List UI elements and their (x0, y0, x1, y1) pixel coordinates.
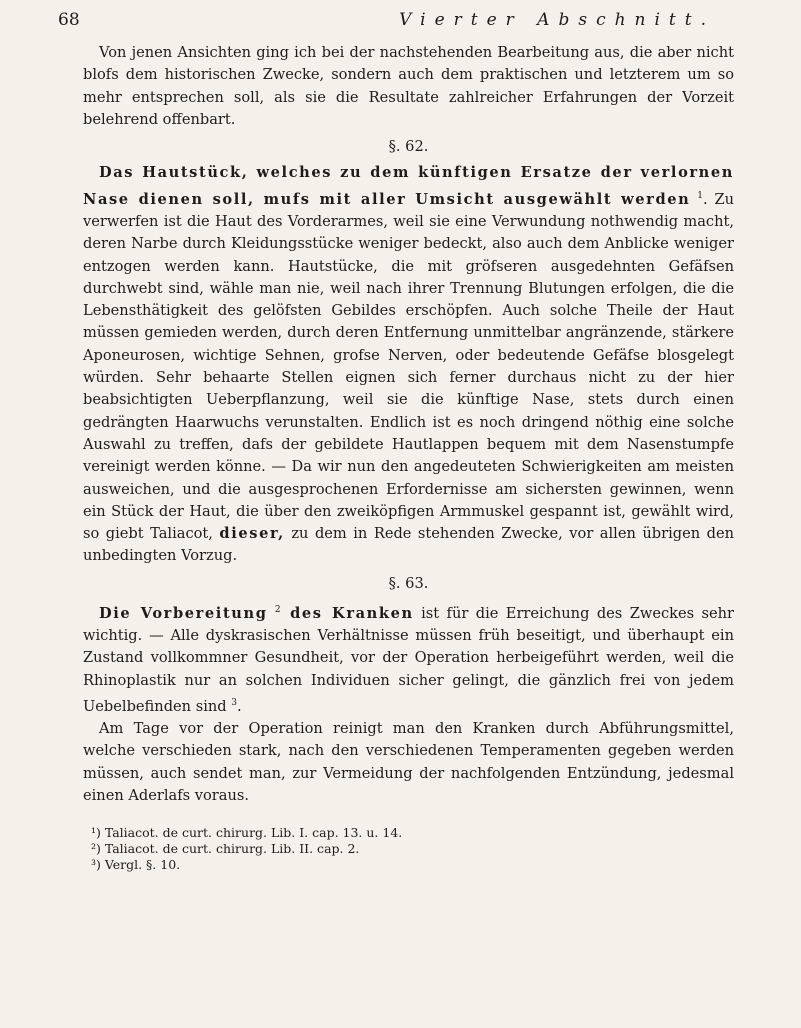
paragraph-operation: Am Tage vor der Operation reinigt man den Kranken durch Abführungsmittel, welche verschieden stark, nach den verschiedenen Temperamenten gegeben werden müssen, auch sendet man, zur Vermeidung der nachfolgenden Entzündung, jedesmal einen Aderlafs voraus. (83, 720, 734, 805)
footnote-3: ³) Vergl. §. 10. (91, 857, 181, 873)
emphasis-kranken: des Kranken (280, 604, 414, 622)
footnote-ref-2: 2 (274, 604, 281, 615)
footnote-ref: 1 (697, 190, 703, 201)
emphasis-lead: Das Hautstück, welches zu dem künftigen Ersatze der verlornen Nase dienen soll, mufs mit aller Umsicht ausgewählt werden (83, 164, 734, 208)
page-number: 68 (58, 10, 80, 30)
paragraph-intro: Von jenen Ansichten ging ich bei der nachstehenden Bearbeitung aus, die aber nicht blofs dem historischen Zwecke, sondern auch dem praktischen und letzterem um so mehr entsprechen soll, als sie die Resultate zahlreicher Erfahrungen der Vorzeit belehrend offenbart. (83, 44, 734, 128)
body-text (83, 42, 734, 873)
paragraph-text-2: ist für die Erreichung des Zweckes sehr wichtig. — Alle dyskrasischen Verhältnisse müssen früh beseitigt, und überhaupt ein Zustand vollkommner Gesundheit, vor der Operation herbeigeführt werden, weil die Rhinoplastik nur an solchen Individuen sicher gelingt, die gänzlich frei von jedem Uebelbefinden sind (83, 604, 735, 715)
paragraph-text-2-end: . (236, 697, 242, 715)
section-heading-62: §. 62. (388, 138, 429, 156)
paragraph-vorbereitung (83, 599, 734, 718)
footnote-2: ²) Taliacot. de curt. chirurg. Lib. II. cap. 2. (91, 841, 360, 857)
emphasis-dieser: dieser, (219, 525, 285, 543)
paragraph-text-end: zu dem in Rede stehenden Zwecke, vor allen übrigen den unbedingten Vorzug. (83, 525, 734, 565)
footnote-1: ¹) Taliacot. de curt. chirurg. Lib. I. cap. 13. u. 14. (91, 825, 403, 841)
page-header (58, 10, 741, 30)
paragraph-hautstueck (83, 162, 734, 567)
running-head: Vierter Abschnitt. (399, 10, 715, 30)
emphasis-lead-2: Die Vorbereitung (99, 604, 268, 622)
footnotes (83, 825, 734, 873)
section-heading-63: §. 63. (388, 574, 429, 592)
footnote-ref-3: 3 (231, 698, 237, 709)
paragraph-text: . Zu verwerfen ist die Haut des Vorderarmes, weil sie eine Verwundung nothwendig macht, deren Narbe durch Kleidungsstücke weniger bedeckt, also auch dem Anblicke weniger entzogen werden kann. Hautstücke, die mit gröfseren ausgedehnten Gefäfsen durchwebt sind, wähle man nie, weil nach ihrer Trennung Blutungen erfolgen, die die Lebensthätigkeit des gelöfsten Gebildes erschöpfen. Auch solche Theile der Haut müssen gemieden werden, durch deren Entfernung unmittelbar angränzende, stärkere Aponeurosen, wichtige Sehnen, grofse Nerven, oder bedeutende Gefäfse blosgelegt würden. Sehr behaarte Stellen eignen sich ferner durchaus nicht zu der hier beabsichtigten Ueberpflanzung, weil sie die künftige Nase, stets durch einen gedrängten Haarwuchs verunstalten. Endlich ist es noch dringend nöthig eine solche Auswahl zu treffen, dafs der gebildete Hautlappen bequem mit dem Nasenstumpfe vereinigt werden könne. — Da wir nun den angedeuteten Schwierigkeiten am meisten ausweichen, und die ausgesprochenen Erfordernisse am sichersten gewinnen, wenn ein Stück der Haut, die über den zweiköpfigen Armmuskel gespannt ist, gewählt wird, so giebt Taliacot, (83, 190, 734, 543)
